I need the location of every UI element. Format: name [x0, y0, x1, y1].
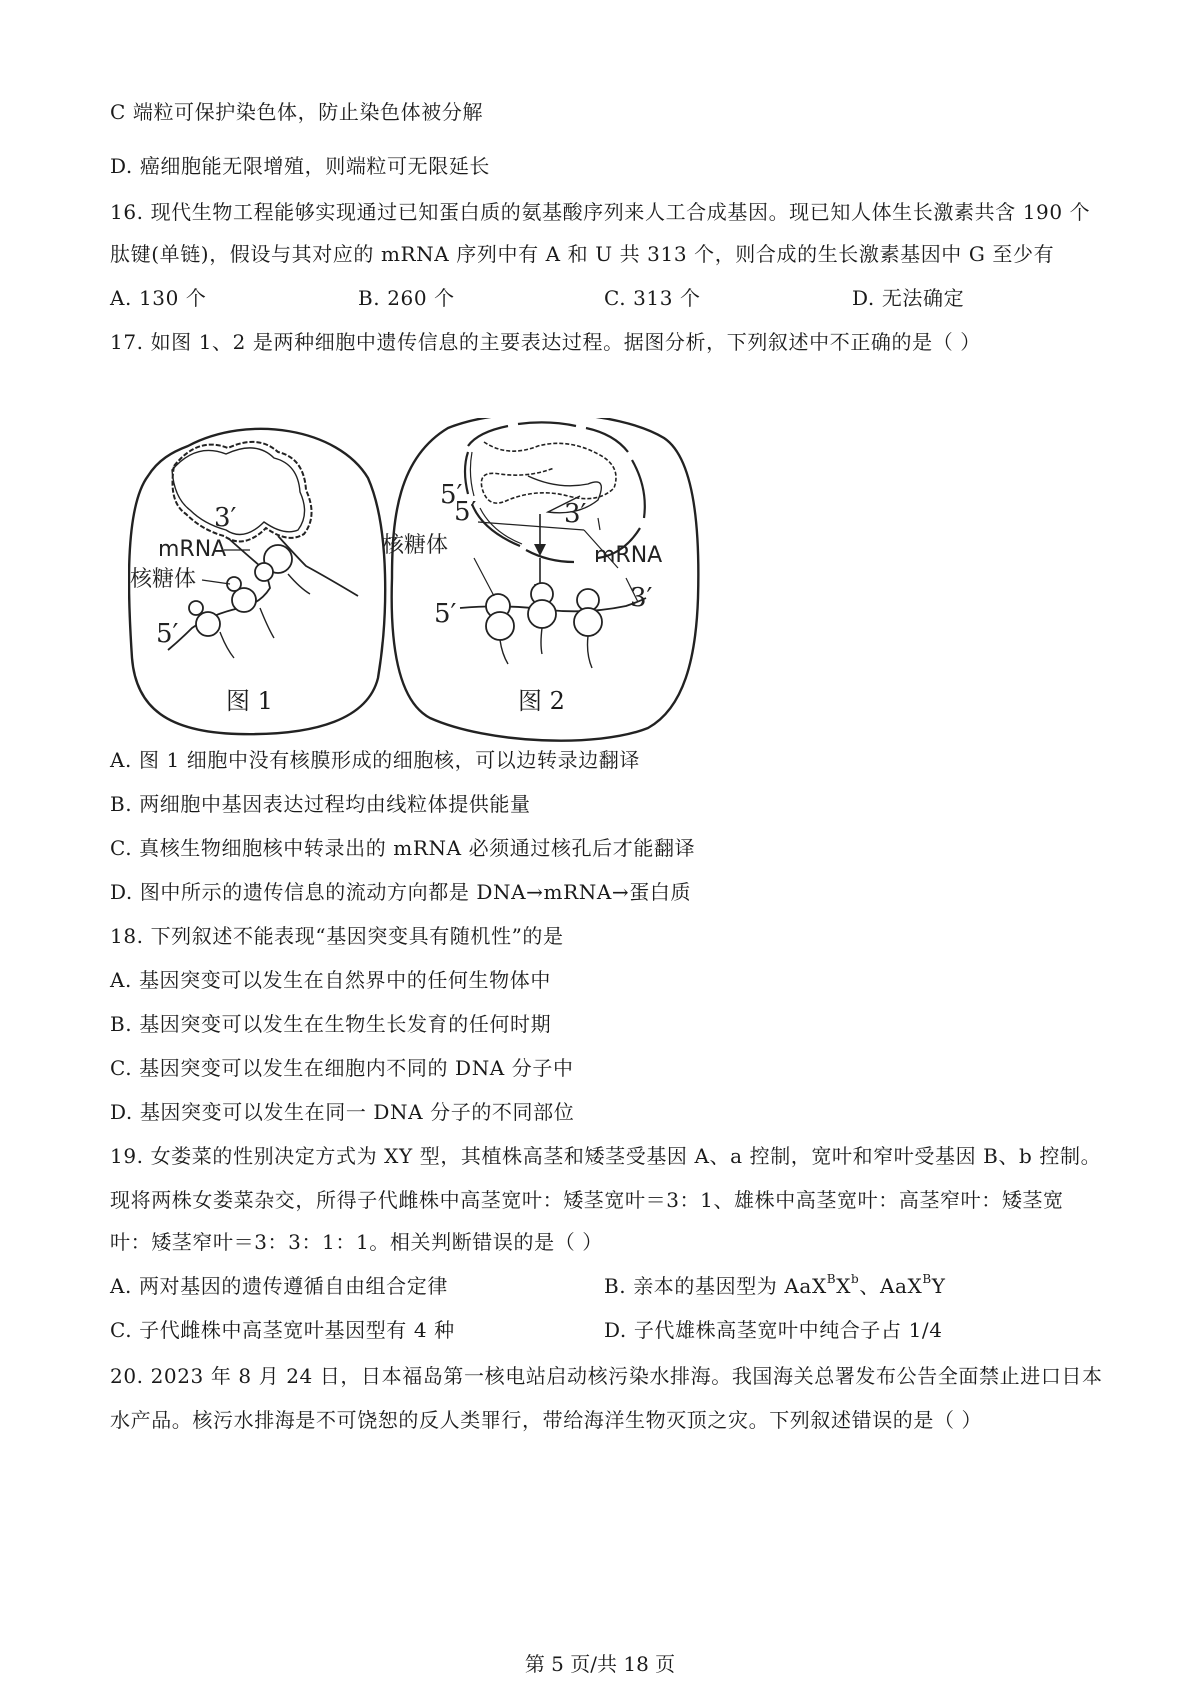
q17-option-c: C. 真核生物细胞核中转录出的 mRNA 必须通过核孔后才能翻译 — [110, 836, 696, 860]
figure2-label-5prime: 5′ — [434, 599, 457, 629]
q18-option-c: C. 基因突变可以发生在细胞内不同的 DNA 分子中 — [110, 1056, 574, 1080]
figure1-ribosome — [189, 601, 203, 615]
q18-option-b: B. 基因突变可以发生在生物生长发育的任何时期 — [110, 1012, 552, 1036]
figure1-ribosome — [196, 612, 220, 636]
figure1-label-mrna: mRNA — [158, 537, 227, 562]
q16-option-a: A. 130 个 — [110, 286, 207, 310]
figure2-label-mrna: mRNA — [594, 543, 663, 568]
q18-stem: 18. 下列叙述不能表现“基因突变具有随机性”的是 — [110, 924, 564, 948]
figure1-ribosome — [255, 563, 273, 581]
q17-option-d: D. 图中所示的遗传信息的流动方向都是 DNA→mRNA→蛋白质 — [110, 880, 692, 904]
page-footer: 第 5 页/共 18 页 — [524, 1652, 676, 1676]
figure1-label-3prime: 3′ — [214, 503, 237, 533]
figure1-dna-loop — [173, 442, 312, 542]
figure2-label-ribosome: 核糖体 — [382, 533, 449, 558]
figure2-ribosome — [486, 612, 514, 640]
figure2-ribosome — [528, 600, 556, 628]
q20-stem-line2: 水产品。核污水排海是不可饶恕的反人类罪行，带给海洋生物灭顶之灾。下列叙述错误的是（ ） — [110, 1408, 983, 1432]
q16-option-c: C. 313 个 — [604, 286, 701, 310]
figure2-ribosome — [574, 608, 602, 636]
q18-option-a: A. 基因突变可以发生在自然界中的任何生物体中 — [110, 968, 551, 992]
gene-expression-figure — [128, 418, 728, 758]
q20-stem-line1: 20. 2023 年 8 月 24 日，日本福岛第一核电站启动核污染水排海。我国海关总署发布公告全面禁止进口日本 — [110, 1364, 1103, 1388]
q19-stem-line3: 叶：矮茎窄叶＝3：3：1：1。相关判断错误的是（ ） — [110, 1230, 603, 1254]
q17-option-b: B. 两细胞中基因表达过程均由线粒体提供能量 — [110, 792, 531, 816]
figure2-dna — [481, 442, 616, 503]
figure2-label-3prime: 3′ — [630, 583, 653, 613]
q19-stem-line2: 现将两株女娄菜杂交，所得子代雌株中高茎宽叶：矮茎宽叶＝3：1、雄株中高茎宽叶：高茎窄叶：矮茎宽 — [110, 1188, 1064, 1212]
figure2-caption: 图 2 — [518, 687, 565, 715]
q18-option-d: D. 基因突变可以发生在同一 DNA 分子的不同部位 — [110, 1100, 575, 1124]
q16-option-d: D. 无法确定 — [852, 286, 965, 310]
figure1-caption: 图 1 — [226, 687, 273, 715]
q19-option-a: A. 两对基因的遗传遵循自由组合定律 — [110, 1274, 448, 1298]
figure2-label-3prime-inner: 3′ — [564, 499, 587, 529]
q16-stem-line1: 16. 现代生物工程能够实现通过已知蛋白质的氨基酸序列来人工合成基因。现已知人体生长激素共含 190 个 — [110, 200, 1091, 224]
q19-option-c: C. 子代雌株中高茎宽叶基因型有 4 种 — [110, 1318, 455, 1342]
q17-stem: 17. 如图 1、2 是两种细胞中遗传信息的主要表达过程。据图分析，下列叙述中不正确的是（ ） — [110, 330, 981, 354]
q19-option-b-genotypes: $AaX^BX^b$、AaX$^B$Y — [784, 1272, 946, 1298]
figure1-label-ribosome: 核糖体 — [130, 567, 197, 592]
q16-stem-line2: 肽键(单链)，假设与其对应的 mRNA 序列中有 A 和 U 共 313 个，则合成的生长激素基因中 G 至少有 — [110, 242, 1055, 266]
q19-option-b-prefix: B. 亲本的基因型为 — [604, 1274, 785, 1298]
q19-option-b — [604, 1272, 946, 1300]
q16-option-b: B. 260 个 — [358, 286, 455, 310]
q17-option-a: A. 图 1 细胞中没有核膜形成的细胞核，可以边转录边翻译 — [110, 748, 640, 772]
figure2-label-5prime-inner: 5′ — [454, 497, 477, 527]
figure2-label-5prime-upper: 5′ — [440, 480, 463, 510]
q19-stem-line1: 19. 女娄菜的性别决定方式为 XY 型，其植株高茎和矮茎受基因 A、a 控制，宽叶和窄叶受基因 B、b 控制。 — [110, 1144, 1102, 1168]
q19-option-d: D. 子代雄株高茎宽叶中纯合子占 1/4 — [604, 1318, 943, 1342]
q15-option-d: D. 癌细胞能无限增殖，则端粒可无限延长 — [110, 154, 491, 178]
q15-option-c: C 端粒可保护染色体，防止染色体被分解 — [110, 100, 484, 124]
figure1-label-5prime: 5′ — [156, 619, 179, 649]
